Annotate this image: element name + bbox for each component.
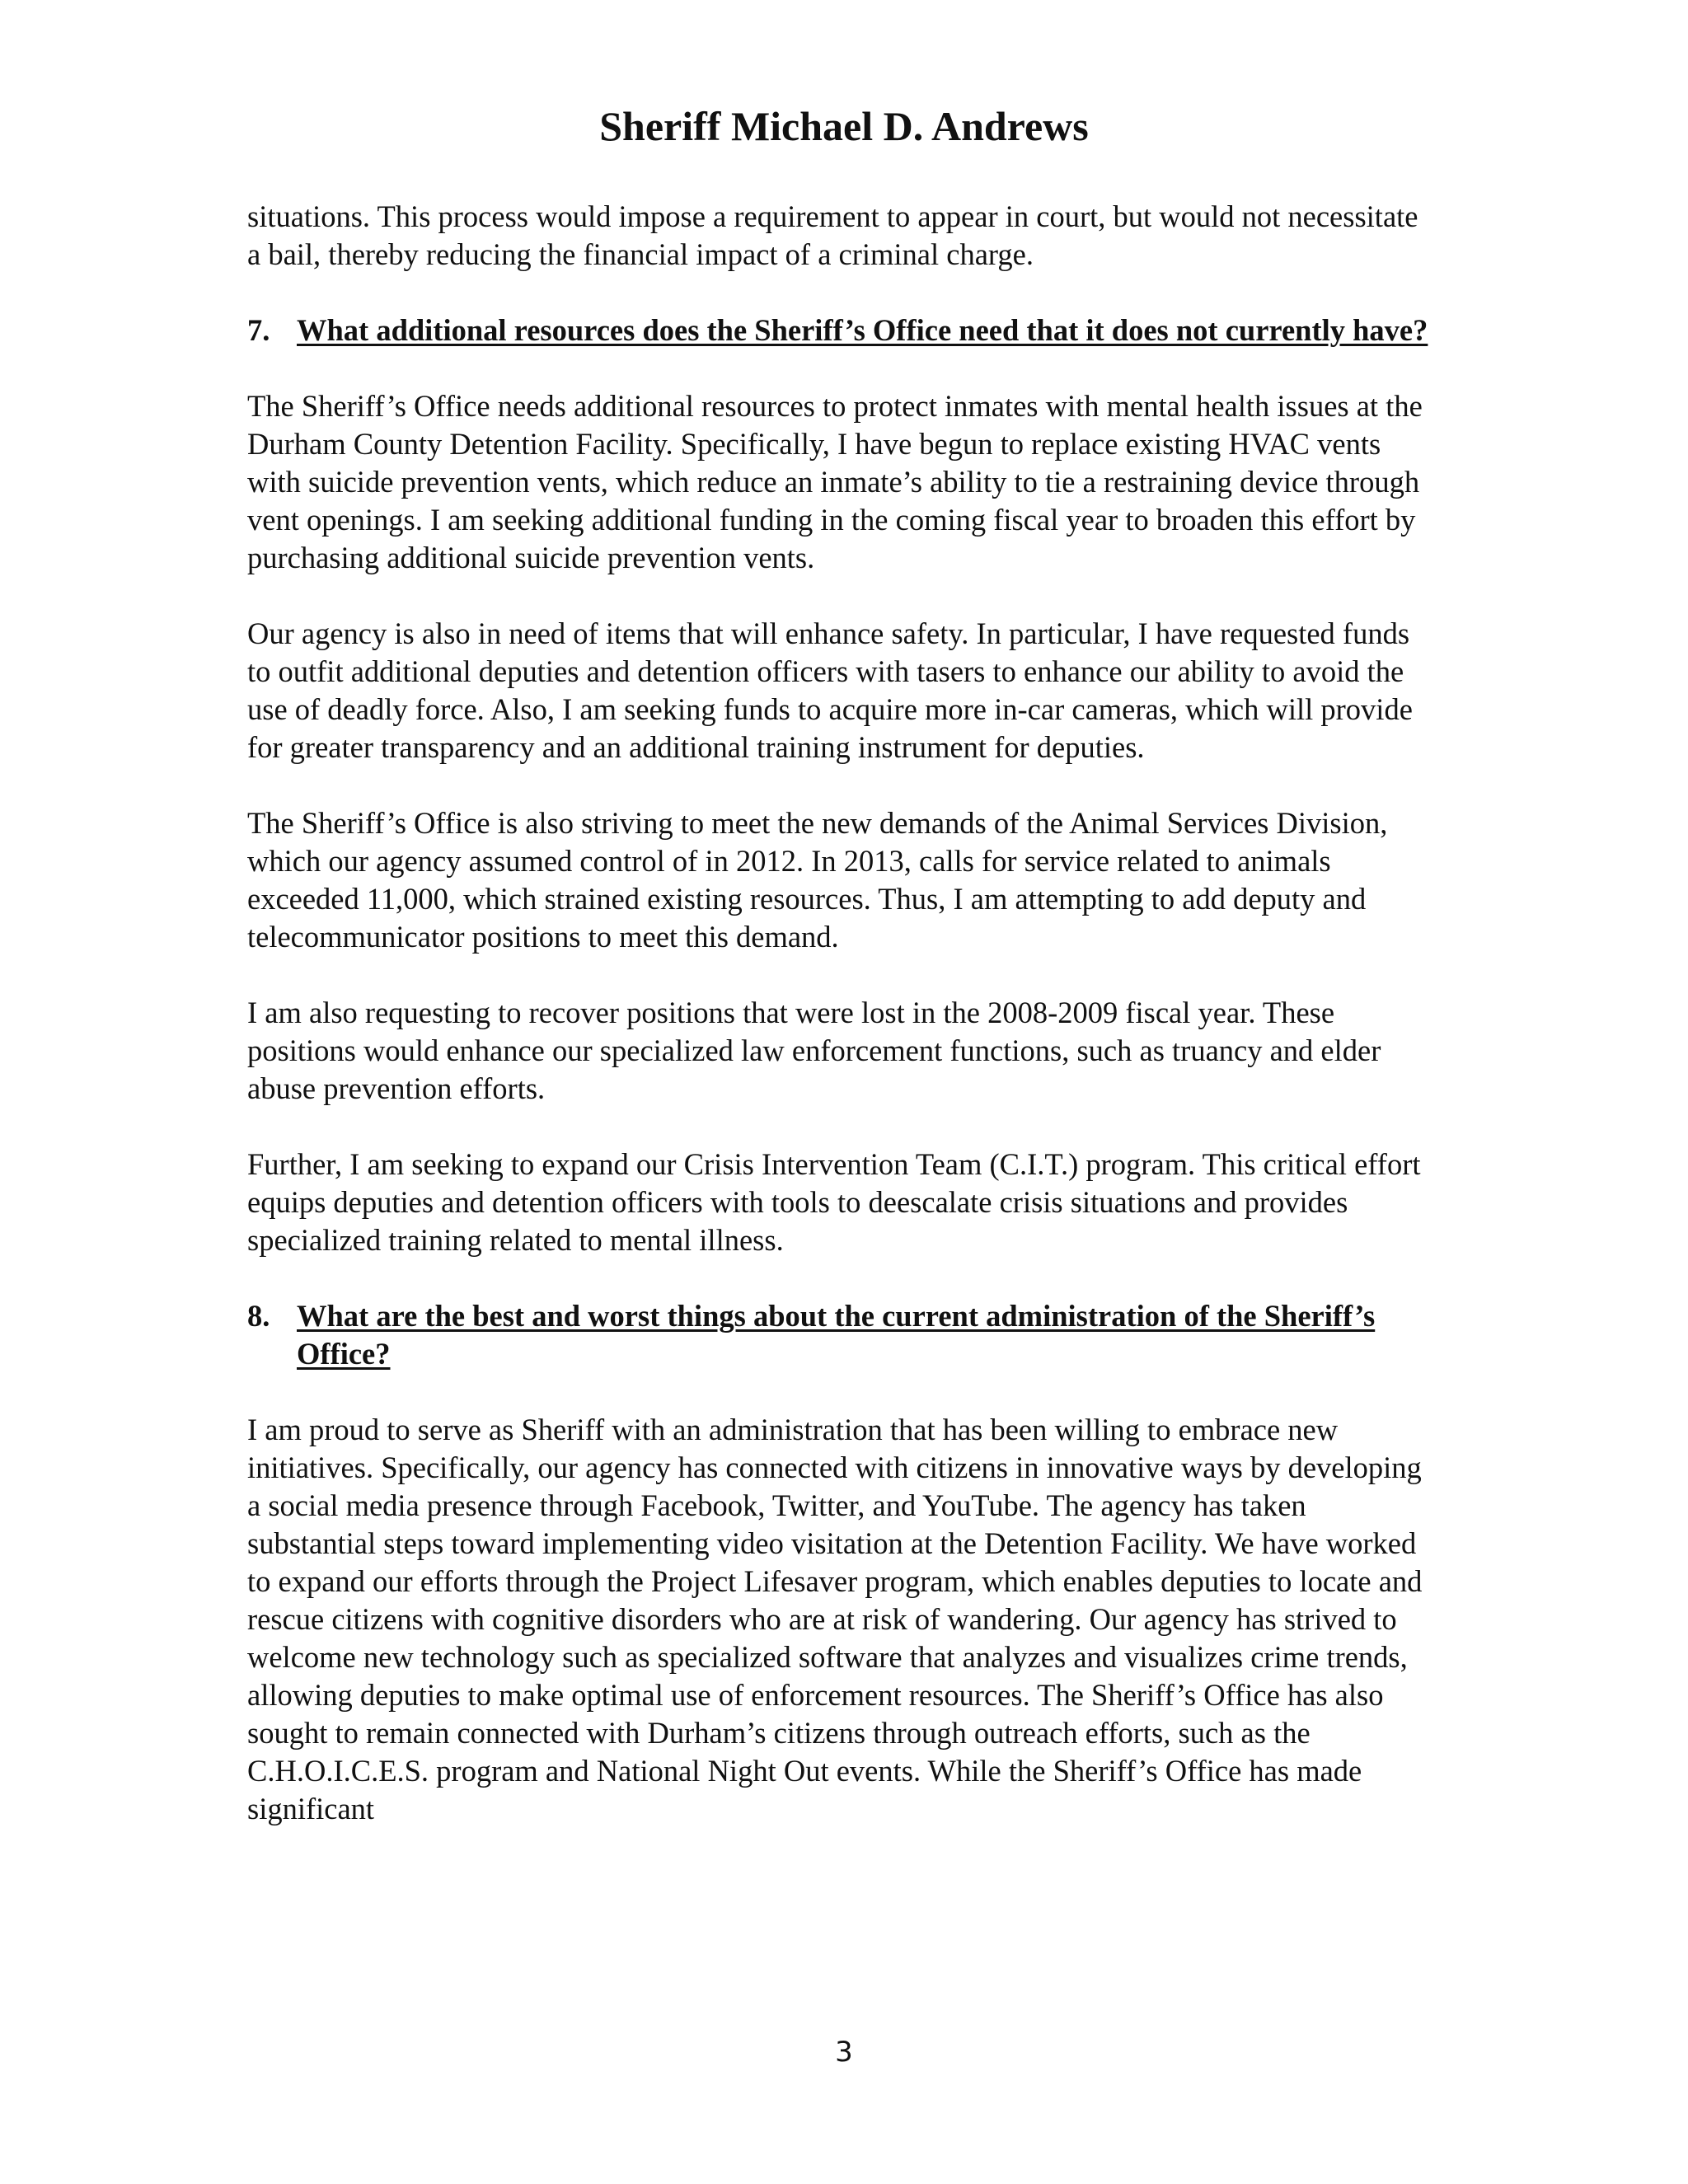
page-header-title: Sheriff Michael D. Andrews bbox=[599, 103, 1089, 149]
document-body bbox=[247, 198, 1434, 1866]
question-7-text: What additional resources does the Sheriff’s Office need that it does not currently have? bbox=[297, 313, 1428, 347]
question-8-number: 8. bbox=[247, 1299, 270, 1333]
q7-paragraph-1: The Sheriff’s Office needs additional resources to protect inmates with mental health issues at the Durham County Detention Facility. Specifically, I have begun to replace existing HVAC vents with suicide prevention vents, which reduce an inmate’s ability to tie a restraining device through vent openings. I am seeking additional funding in the coming fiscal year to broaden this effort by purchasing additional suicide prevention vents. bbox=[247, 389, 1423, 574]
question-7-number: 7. bbox=[247, 313, 270, 347]
question-7-heading bbox=[247, 312, 1434, 349]
q7-paragraph-4: I am also requesting to recover positions that were lost in the 2008-2009 fiscal year. These positions would enhance our specialized law enforcement functions, such as truancy and elder abuse prevention efforts. bbox=[247, 996, 1381, 1105]
question-8-text: What are the best and worst things about the current administration of the Sheriff’s Office? bbox=[297, 1299, 1376, 1371]
page-number: 3 bbox=[835, 2036, 853, 2069]
question-8-heading bbox=[247, 1297, 1434, 1373]
q8-paragraph-1: I am proud to serve as Sheriff with an administration that has been willing to embrace new initiatives. Specifically, our agency has connected with citizens in innovative ways by developing a social media presence through Facebook, Twitter, and YouTube. The agency has taken substantial steps toward implementing video visitation at the Detention Facility. We have worked to expand our efforts through the Project Lifesaver program, which enables deputies to locate and rescue citizens with cognitive disorders who are at risk of wandering. Our agency has strived to welcome new technology such as specialized software that analyzes and visualizes crime trends, allowing deputies to make optimal use of enforcement resources. The Sheriff’s Office has also sought to remain connected with Durham’s citizens through outreach efforts, such as the C.H.O.I.C.E.S. program and National Night Out events. While the Sheriff’s Office has made significant bbox=[247, 1413, 1423, 1825]
q7-paragraph-2: Our agency is also in need of items that will enhance safety. In particular, I have requested funds to outfit additional deputies and detention officers with tasers to enhance our ability to avoid the use of deadly force. Also, I am seeking funds to acquire more in-car cameras, which will provide for greater transparency and an additional training instrument for deputies. bbox=[247, 616, 1413, 764]
q7-paragraph-3: The Sheriff’s Office is also striving to meet the new demands of the Animal Services Division, which our agency assumed control of in 2012. In 2013, calls for service related to animals exceeded 11,000, which strained existing resources. Thus, I am attempting to add deputy and telecommunicator positions to meet this demand. bbox=[247, 806, 1388, 954]
q7-paragraph-5: Further, I am seeking to expand our Crisis Intervention Team (C.I.T.) program. This critical effort equips deputies and detention officers with tools to deescalate crisis situations and provides specialized training related to mental illness. bbox=[247, 1147, 1421, 1257]
intro-paragraph: situations. This process would impose a requirement to appear in court, but would not necessitate a bail, thereby reducing the financial impact of a criminal charge. bbox=[247, 199, 1418, 271]
